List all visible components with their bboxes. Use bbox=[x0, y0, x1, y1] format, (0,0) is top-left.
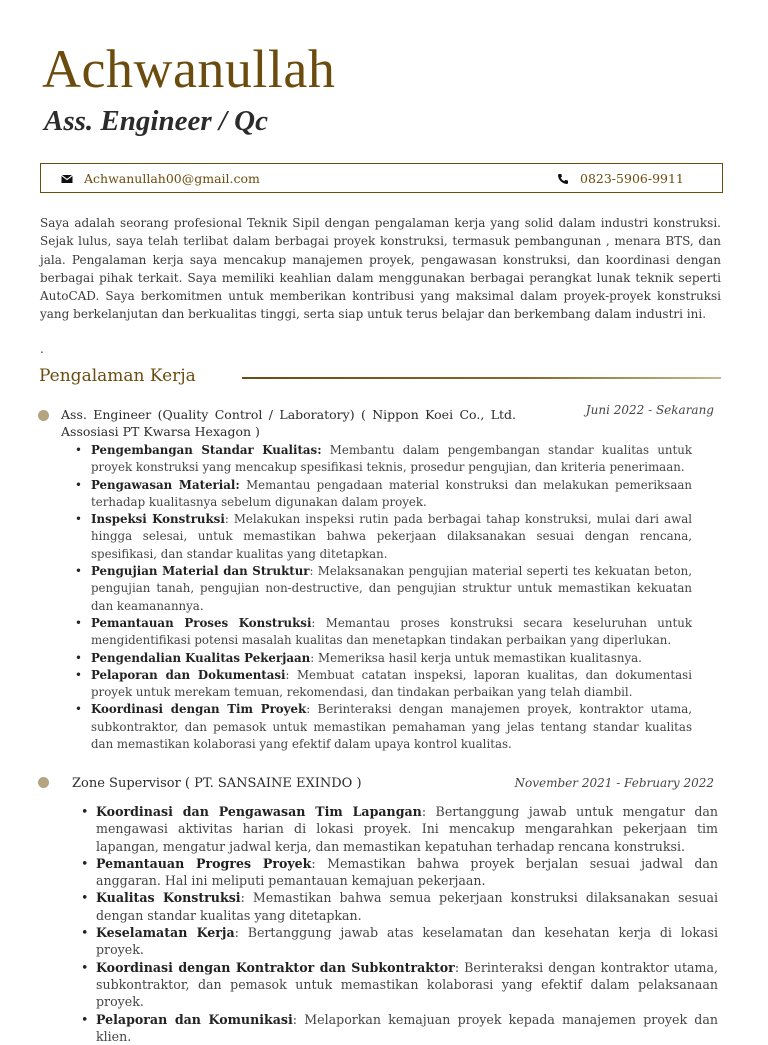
job-duties bbox=[73, 442, 692, 753]
contact-bar bbox=[40, 163, 723, 193]
duty-item: • Koordinasi dengan Kontraktor dan Subkontraktor: Berinteraksi dengan kontraktor utama, subkontraktor, dan pemasok untuk memastikan kolaborasi yang efektif dalam pelaksanaan proyek. bbox=[78, 959, 718, 1011]
duty-item: • Inspeksi Konstruksi: Melakukan inspeksi rutin pada berbagai tahap konstruksi, mulai dari awal hingga selesai, untuk memastikan bahwa pekerjaan dilaksanakan sesuai dengan rencana, spesifikasi, dan standar kualitas yang ditetapkan. bbox=[73, 511, 692, 563]
duty-item: • Keselamatan Kerja: Bertanggung jawab atas keselamatan dan kesehatan kerja di lokasi proyek. bbox=[78, 924, 718, 959]
duty-item: • Koordinasi dan Pengawasan Tim Lapangan: Bertanggung jawab untuk mengatur dan mengawasi aktivitas harian di lokasi proyek. Ini mencakup mengarahkan pekerjaan tim lapangan, mengatur jadwal kerja, dan memastikan kepatuhan terhadap rencana konstruksi. bbox=[78, 803, 718, 855]
section-divider bbox=[242, 377, 721, 379]
duty-item: • Pemantauan Proses Konstruksi: Memantau proses konstruksi secara keseluruhan untuk mengidentifikasi potensi masalah kualitas dan menetapkan tindakan perbaikan yang diperlukan. bbox=[73, 615, 692, 650]
envelope-icon bbox=[61, 173, 73, 185]
duty-item: • Pemantauan Progres Proyek: Memastikan bahwa proyek berjalan sesuai jadwal dan anggaran. Hal ini meliputi pemantauan kemajuan pekerjaan. bbox=[78, 855, 718, 890]
duty-item: • Pengawasan Material: Memantau pengadaan material konstruksi dan melakukan pemeriksaan terhadap kualitasnya sebelum digunakan dalam proyek. bbox=[73, 477, 692, 512]
duty-item: • Koordinasi dengan Tim Proyek: Berinteraksi dengan manajemen proyek, kontraktor utama, subkontraktor, dan pemasok untuk memastikan pemahaman yang jelas tentang standar kualitas dan memastikan kolaborasi yang efektif dalam upaya kontrol kualitas. bbox=[73, 701, 692, 753]
job-position: Ass. Engineer (Quality Control / Laboratory) ( Nippon Koei Co., Ltd. Assosiasi PT Kwarsa Hexagon ) bbox=[61, 407, 516, 439]
candidate-role: Ass. Engineer / Qc bbox=[44, 105, 268, 137]
duty-item: • Pengendalian Kualitas Pekerjaan: Memeriksa hasil kerja untuk memastikan kualitasnya. bbox=[73, 650, 692, 667]
duty-item: • Pelaporan dan Dokumentasi: Membuat catatan inspeksi, laporan kualitas, dan dokumentasi proyek untuk merekam temuan, rekomendasi, dan tindakan perbaikan yang telah diambil. bbox=[73, 667, 692, 702]
job-date: November 2021 - February 2022 bbox=[514, 776, 714, 790]
candidate-name: Achwanullah bbox=[42, 39, 336, 99]
job-date: Juni 2022 - Sekarang bbox=[585, 403, 714, 417]
job-bullet-icon bbox=[38, 777, 49, 788]
section-title-experience: Pengalaman Kerja bbox=[39, 366, 196, 386]
phone-text: 0823-5906-9911 bbox=[580, 171, 684, 186]
summary-trailing-dot: . bbox=[40, 342, 44, 356]
contact-phone[interactable] bbox=[557, 171, 684, 186]
duty-item: • Pengembangan Standar Kualitas: Membantu dalam pengembangan standar kualitas untuk proyek konstruksi yang mencakup spesifikasi teknis, prosedur pengujian, dan kriteria penerimaan. bbox=[73, 442, 692, 477]
job-duties bbox=[78, 803, 718, 1045]
profile-summary: Saya adalah seorang profesional Teknik Sipil dengan pengalaman kerja yang solid dalam industri konstruksi. Sejak lulus, saya telah terlibat dalam berbagai proyek konstruksi, termasuk pembangunan , menara BTS, dan jala. Pengalaman kerja saya mencakup manajemen proyek, pengawasan konstruksi, dan koordinasi dengan berbagai pihak terkait. Saya memiliki keahlian dalam menggunakan berbagai perangkat lunak teknik seperti AutoCAD. Saya berkomitmen untuk memberikan kontribusi yang maksimal dalam proyek-proyek konstruksi yang berkelanjutan dan berkualitas tinggi, serta siap untuk terus belajar dan berkembang dalam industri ini. bbox=[40, 216, 721, 322]
duty-item: • Kualitas Konstruksi: Memastikan bahwa semua pekerjaan konstruksi dilaksanakan sesuai dengan standar kualitas yang ditetapkan. bbox=[78, 889, 718, 924]
contact-email[interactable] bbox=[61, 171, 260, 186]
duty-item: • Pelaporan dan Komunikasi: Melaporkan kemajuan proyek kepada manajemen proyek dan klien. bbox=[78, 1011, 718, 1045]
job-bullet-icon bbox=[38, 410, 49, 421]
duty-item: • Pengujian Material dan Struktur: Melaksanakan pengujian material seperti tes kekuatan beton, pengujian tanah, pengujian non-destructive, dan pengujian struktur untuk memastikan kekuatan dan keamanannya. bbox=[73, 563, 692, 615]
email-text: Achwanullah00@gmail.com bbox=[84, 171, 260, 186]
phone-icon bbox=[557, 173, 569, 185]
job-position: Zone Supervisor ( PT. SANSAINE EXINDO ) bbox=[72, 776, 362, 791]
